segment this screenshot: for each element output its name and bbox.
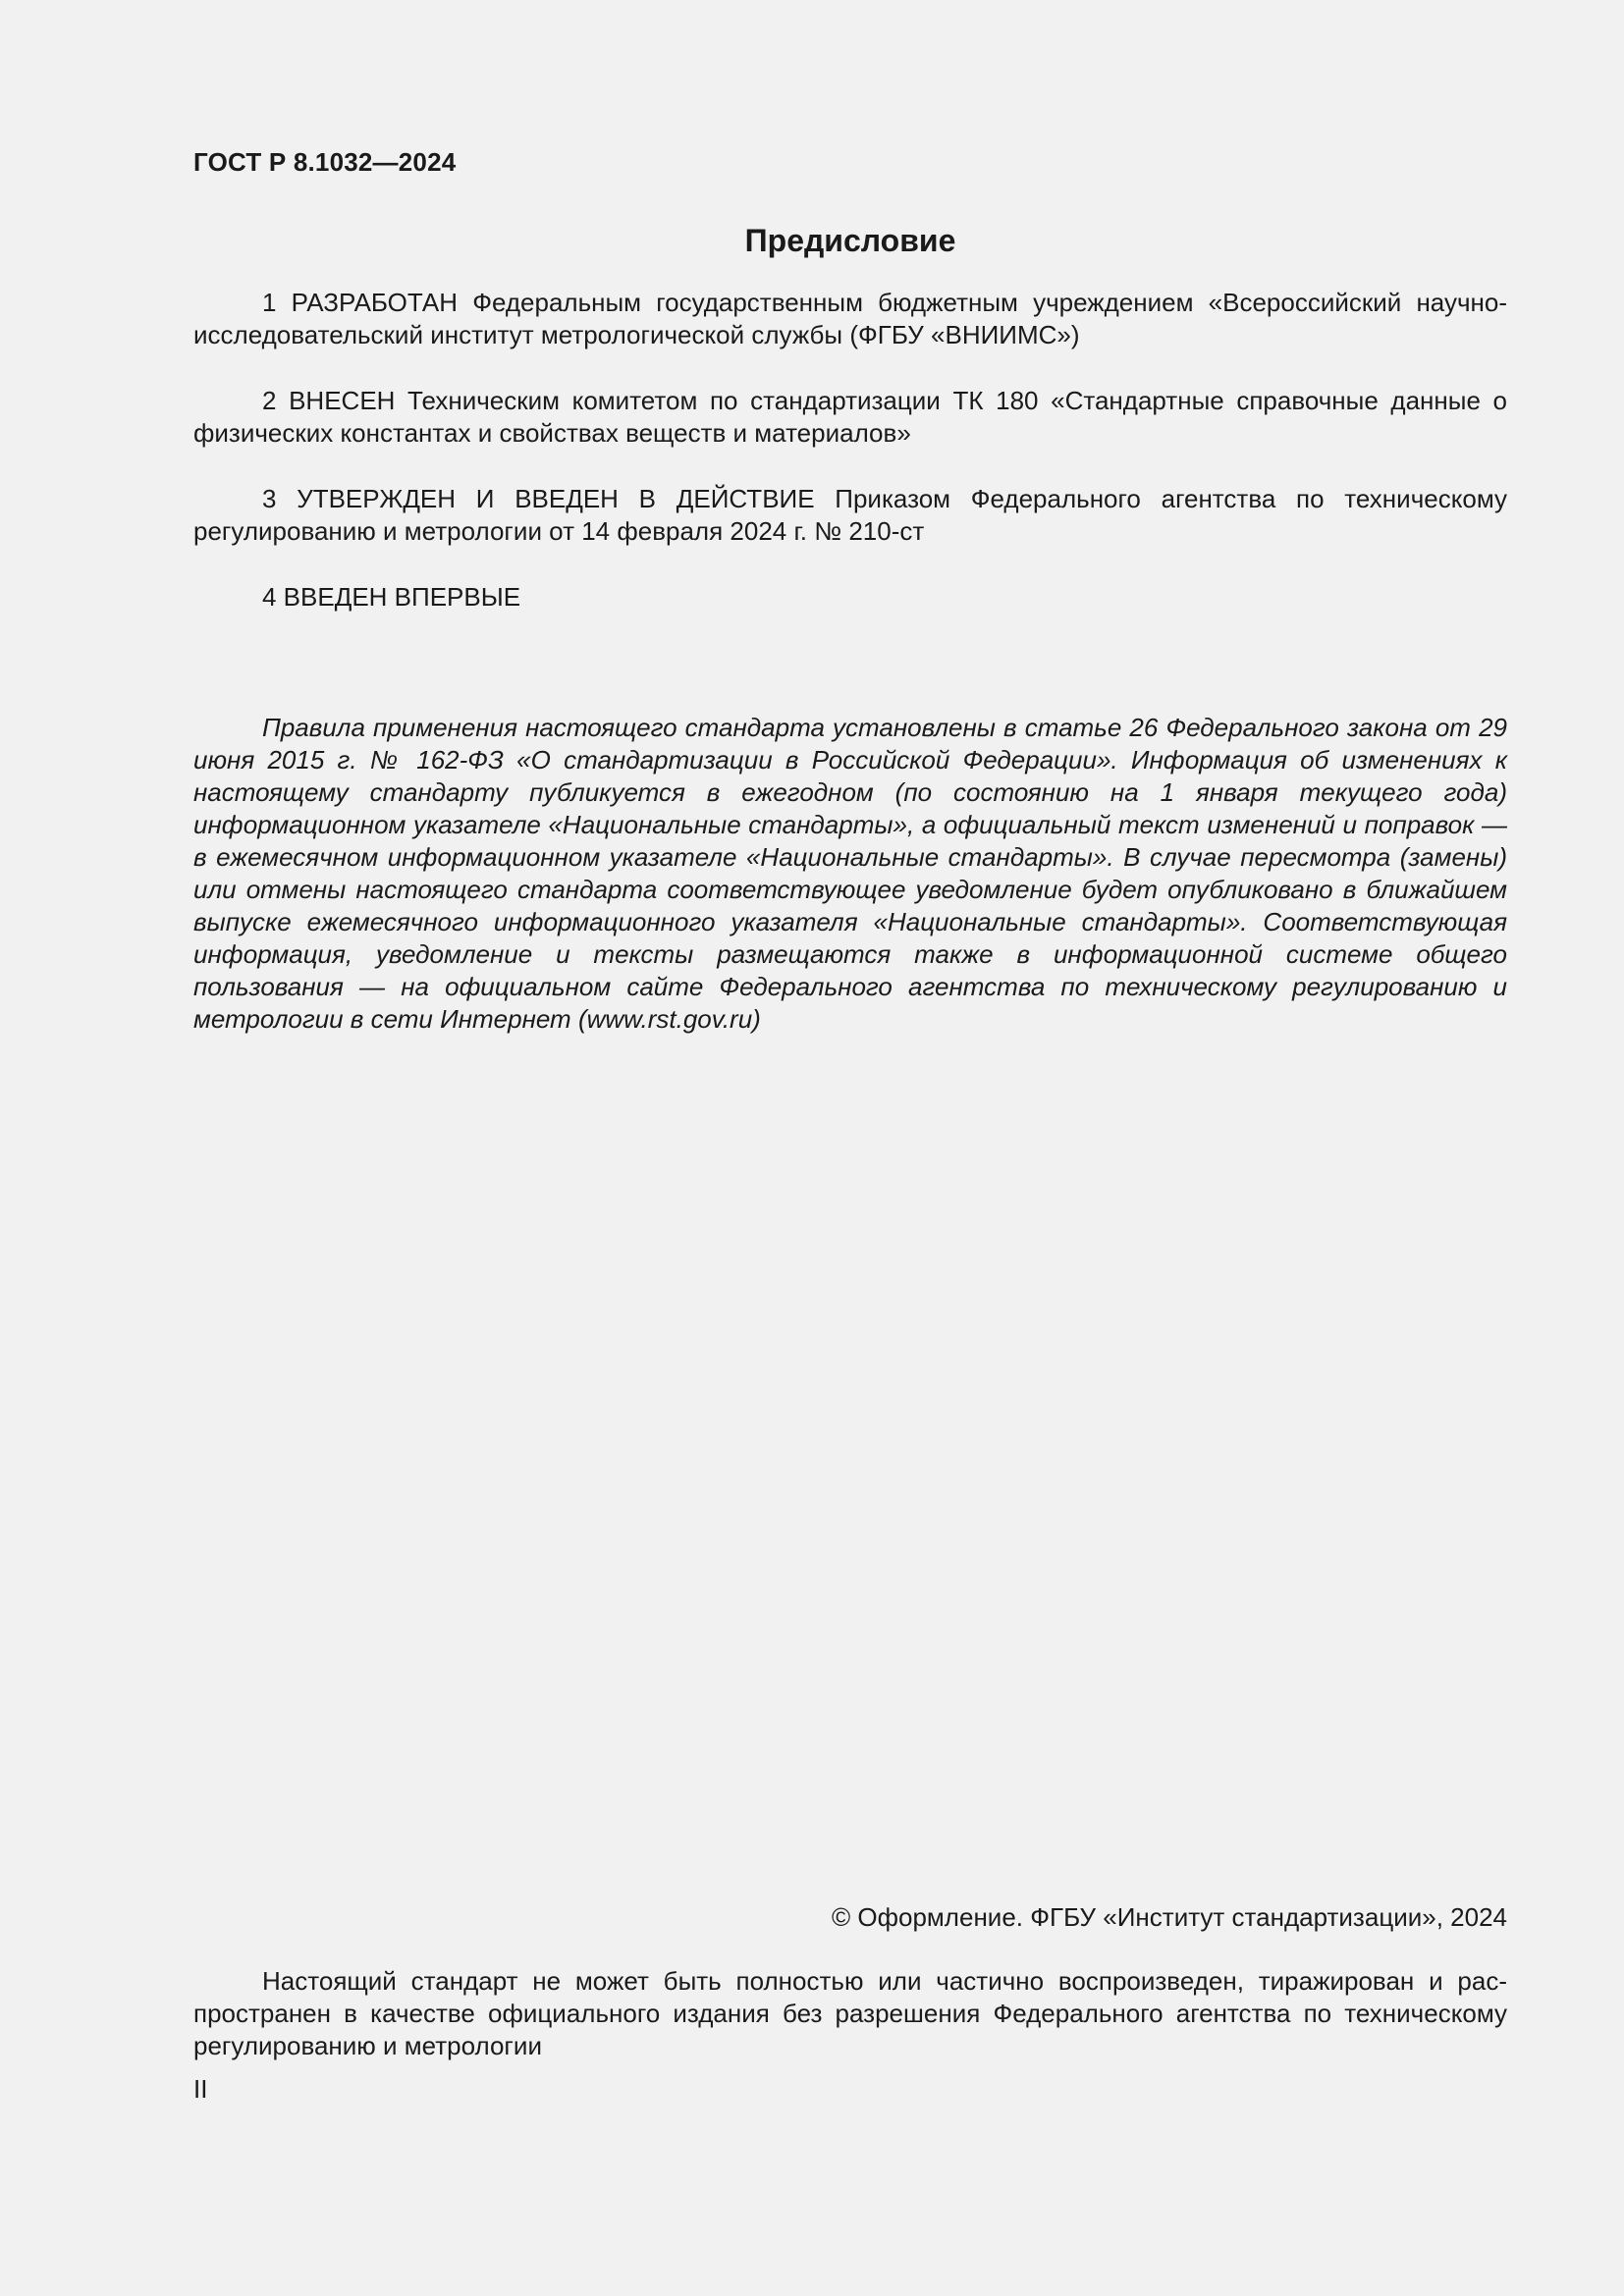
page-number: II — [193, 2074, 208, 2104]
item-submitted: 2 ВНЕСЕН Техническим комитетом по стандартизации ТК 180 «Стандартные справочные данные о физических константах и свойствах веществ и материалов» — [193, 386, 1507, 448]
page-title: Предисловие — [744, 223, 956, 258]
reproduction-notice: Настоящий стандарт не может быть полностью или частично воспроизведен, тиражирован и распространен в качестве официального издания без разрешения Федерального агентства по техническому регулированию и метрологии — [193, 1966, 1507, 2060]
document-code: ГОСТ Р 8.1032—2024 — [193, 147, 457, 177]
item-approved: 3 УТВЕРЖДЕН И ВВЕДЕН В ДЕЙСТВИЕ Приказом Федерального агентства по техническому регулированию и метрологии от 14 февраля 2024 г. № 210-ст — [193, 484, 1507, 546]
item-introduced: 4 ВВЕДЕН ВПЕРВЫЕ — [262, 582, 521, 612]
copyright-notice: © Оформление. ФГБУ «Институт стандартизации», 2024 — [832, 1902, 1507, 1932]
item-developed: 1 РАЗРАБОТАН Федеральным государственным бюджетным учреждением «Всероссийский научно-исследовательский институт метрологической службы (ФГБУ «ВНИИМС») — [193, 288, 1507, 349]
rules-notice: Правила применения настоящего стандарта установлены в статье 26 Федерального закона от 29 июня 2015 г. № 162-ФЗ «О стандартизации в Российской Федерации». Информация об изменениях к настоящему стандарту публикуется в ежегодном (по состоянию на 1 января текущего года) информационном указателе «Национальные стандарты», а официальный текст изменений и поправок — в ежемесячном информационном указателе «Национальные стандарты». В случае пересмотра (замены) или отмены настоящего стандарта соответствующее уведомление будет опубликовано в ближайшем выпуске ежемесячного информационного указателя «Национальные стандарты». Соответствующая информация, уведомление и тексты размещаются также в информационной системе общего пользования — на официальном сайте Федерального агентства по техническому регулированию и метрологии в сети Интернет (www.rst.gov.ru) — [193, 713, 1507, 1034]
